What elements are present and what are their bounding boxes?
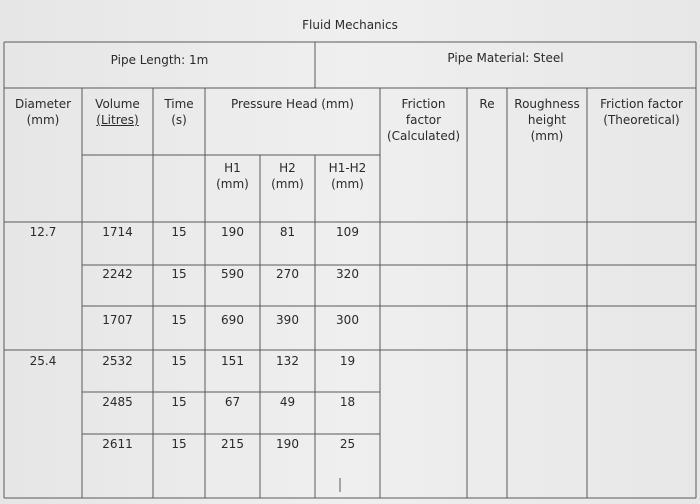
volume-cell: 2611 [102,437,133,451]
h1-h2-cell: 320 [336,267,359,281]
header-pressure-head: Pressure Head (mm) [231,97,354,111]
time-cell: 15 [171,313,187,327]
h1-cell: 215 [221,437,244,451]
h2-cell: 81 [279,225,296,239]
h2-cell: 190 [276,437,299,451]
pipe-material-label: Pipe Material: Steel [447,51,564,65]
header-time: Time (s) [164,97,194,127]
time-cell: 15 [171,437,187,451]
time-cell: 15 [171,225,187,239]
h1-h2-cell: 25 [339,437,356,451]
h2-cell: 390 [276,313,299,327]
header-roughness: Roughness height (mm) [514,97,580,143]
volume-cell: 2532 [102,354,133,368]
header-volume: Volume (Litres) [95,97,140,127]
header-friction-calculated: Friction factor (Calculated) [386,97,461,143]
h1-cell: 690 [221,313,244,327]
h2-cell: 270 [276,267,299,281]
diameter-value: 25.4 [29,354,57,368]
volume-cell: 1714 [102,225,133,239]
h1-h2-cell: 19 [339,354,356,368]
header-h1: H1 (mm) [216,161,249,191]
h1-cell: 190 [221,225,244,239]
pipe-length-label: Pipe Length: 1m [110,53,209,67]
h1-cell: 590 [221,267,244,281]
header-diameter: Diameter (mm) [14,97,72,127]
time-cell: 15 [171,354,187,368]
h1-h2-cell: 18 [339,395,356,409]
header-h1-h2: H1-H2 (mm) [328,161,367,191]
h1-h2-cell: 300 [336,313,359,327]
volume-cell: 1707 [102,313,133,327]
document-title: Fluid Mechanics [302,18,398,32]
volume-cell: 2485 [102,395,133,409]
header-h2: H2 (mm) [271,161,304,191]
diameter-value: 12.7 [29,225,57,239]
header-re: Re [479,97,495,111]
h1-cell: 151 [221,354,244,368]
volume-cell: 2242 [102,267,133,281]
h2-cell: 132 [276,354,299,368]
time-cell: 15 [171,395,187,409]
h2-cell: 49 [279,395,296,409]
h1-h2-cell: 109 [336,225,359,239]
h1-cell: 67 [224,395,241,409]
header-friction-theoretical: Friction factor (Theoretical) [600,97,683,127]
time-cell: 15 [171,267,187,281]
